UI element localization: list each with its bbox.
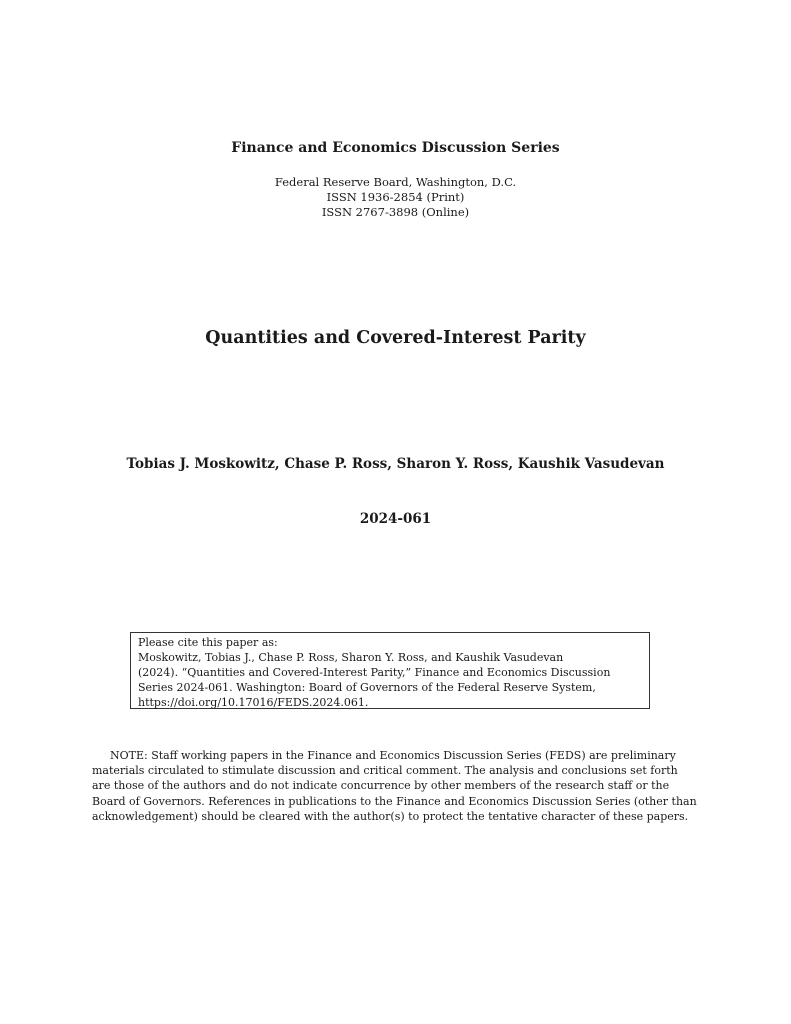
note-line: Board of Governors. References in publications to the Finance and Economics Discussion Series (other than (92, 794, 697, 808)
citation-doi[interactable]: https://doi.org/10.17016/FEDS.2024.061. (138, 696, 369, 709)
note-line: NOTE: Staff working papers in the Finance and Economics Discussion Series (FEDS) are preliminary (110, 749, 676, 762)
paper-title: Quantities and Covered-Interest Parity (205, 328, 586, 348)
note-line: materials circulated to stimulate discussion and critical comment. The analysis and conclusions set forth (92, 764, 678, 778)
issn-print: ISSN 1936-2854 (Print) (326, 190, 465, 204)
paper-number: 2024-061 (359, 511, 432, 527)
publisher-name: Federal Reserve Board, Washington, D.C. (274, 175, 517, 189)
issn-online: ISSN 2767-3898 (Online) (321, 205, 470, 219)
paper-authors: Tobias J. Moskowitz, Chase P. Ross, Sharon Y. Ross, Kaushik Vasudevan (126, 456, 665, 472)
disclaimer-note (92, 748, 702, 824)
note-line: acknowledgement) should be cleared with the author(s) to protect the tentative character of these papers. (92, 809, 689, 823)
citation-line: Series 2024-061. Washington: Board of Governors of the Federal Reserve System, (138, 681, 596, 694)
citation-box (130, 632, 650, 709)
publisher-block (0, 175, 791, 220)
citation-line: Moskowitz, Tobias J., Chase P. Ross, Sharon Y. Ross, and Kaushik Vasudevan (138, 651, 564, 664)
series-title: Finance and Economics Discussion Series (231, 140, 560, 156)
citation-line: (2024). “Quantities and Covered-Interest Parity,” Finance and Economics Discussion (138, 666, 611, 679)
note-line: are those of the authors and do not indicate concurrence by other members of the research staff or the (92, 779, 670, 793)
citation-heading: Please cite this paper as: (138, 636, 278, 649)
